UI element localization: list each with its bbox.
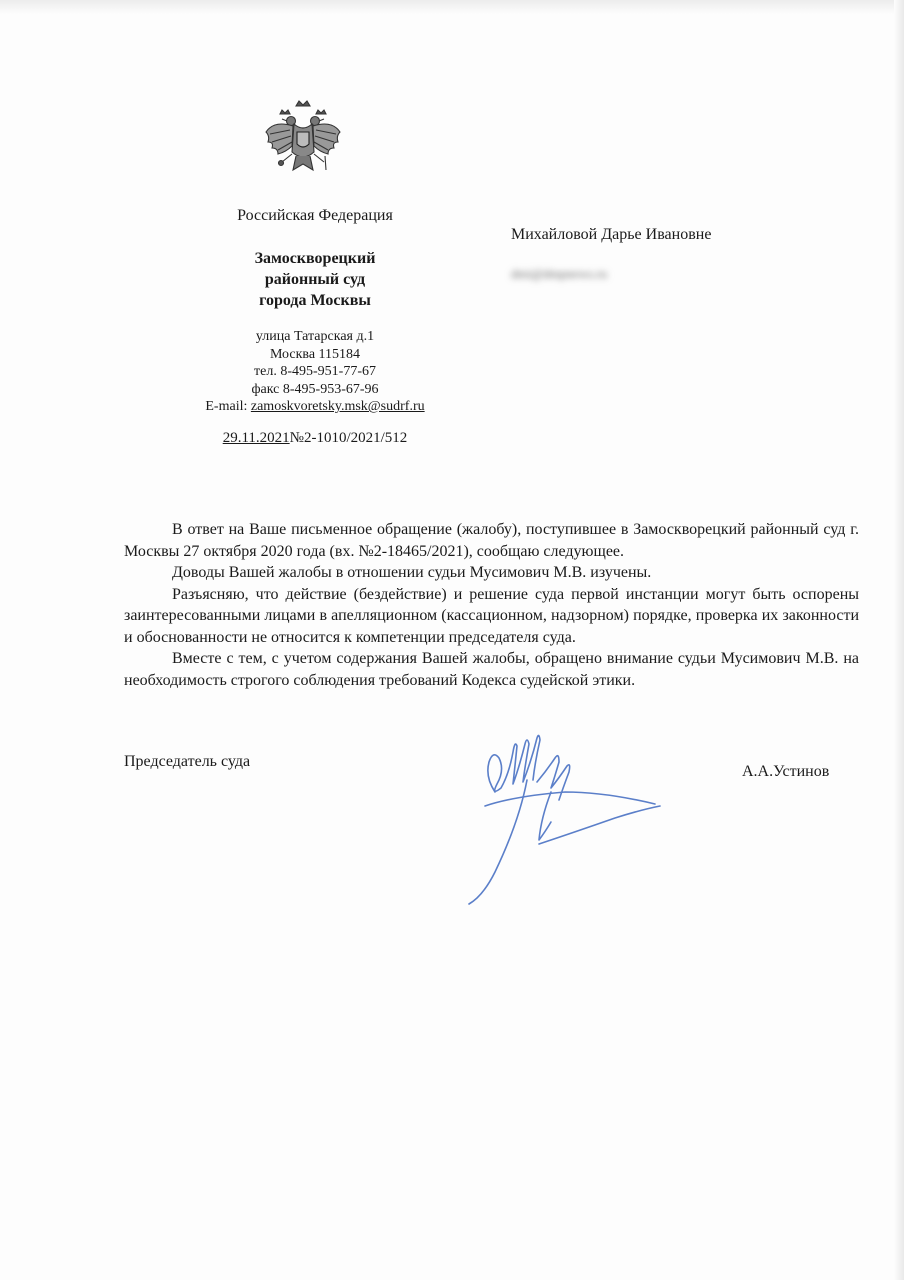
scan-shadow-right [894, 0, 904, 1280]
letter-number: №2-1010/2021/512 [289, 430, 408, 446]
email-link[interactable]: zamoskvoretsky.msk@sudrf.ru [250, 399, 425, 414]
body-paragraph: Вместе с тем, с учетом содержания Вашей жалобы, обращено внимание судьи Мусимович М.В. на необходимость строгого соблюдения требований Кодекса судейской этики. [124, 650, 859, 689]
letter-date: 29.11.2021 [222, 430, 290, 446]
recipient-name: Михайловой Дарье Ивановне [511, 226, 712, 243]
scan-shadow-top [0, 0, 904, 14]
address-street: улица Татарская д.1 [255, 329, 375, 344]
court-name-line: Замоскворецкий [254, 250, 376, 267]
letterhead-court-name [170, 248, 460, 311]
body-paragraph: Доводы Вашей жалобы в отношении судьи Мусимович М.В. изучены. [172, 564, 652, 581]
body-paragraph: В ответ на Ваше письменное обращение (жалобу), поступившее в Замоскворецкий районный суд г. Москвы 27 октября 2020 года (вх. №2-18465/2021), сообщаю следующее. [124, 521, 859, 560]
body-paragraph: Разъясняю, что действие (бездействие) и решение суда первой инстанции могут быть оспорены заинтересованными лицами в апелляционном (кассационном, надзорном) порядке, проверка их законности и обоснованности не относится к компетенции председателя суда. [124, 585, 859, 646]
address-phone: тел. 8-495-951-77-67 [254, 364, 376, 379]
court-name-line: районный суд [264, 271, 366, 288]
letterhead-state: Российская Федерация [237, 207, 393, 224]
email-label: E-mail: [205, 399, 251, 414]
address-email [170, 398, 460, 416]
court-name-line: города Москвы [259, 292, 371, 309]
address-city: Москва 115184 [269, 346, 361, 362]
signatory-title: Председатель суда [124, 753, 251, 770]
address-fax: факс 8-495-953-67-96 [251, 381, 379, 397]
letterhead-reference [170, 430, 460, 447]
recipient-email-redacted: dmi@dmpnews.ru [511, 266, 608, 281]
handwritten-signature [455, 722, 675, 912]
signatory-name: А.А.Устинов [742, 763, 830, 780]
letter-body [124, 519, 859, 691]
letterhead-address [170, 328, 460, 416]
russian-coat-of-arms-icon [260, 96, 346, 182]
